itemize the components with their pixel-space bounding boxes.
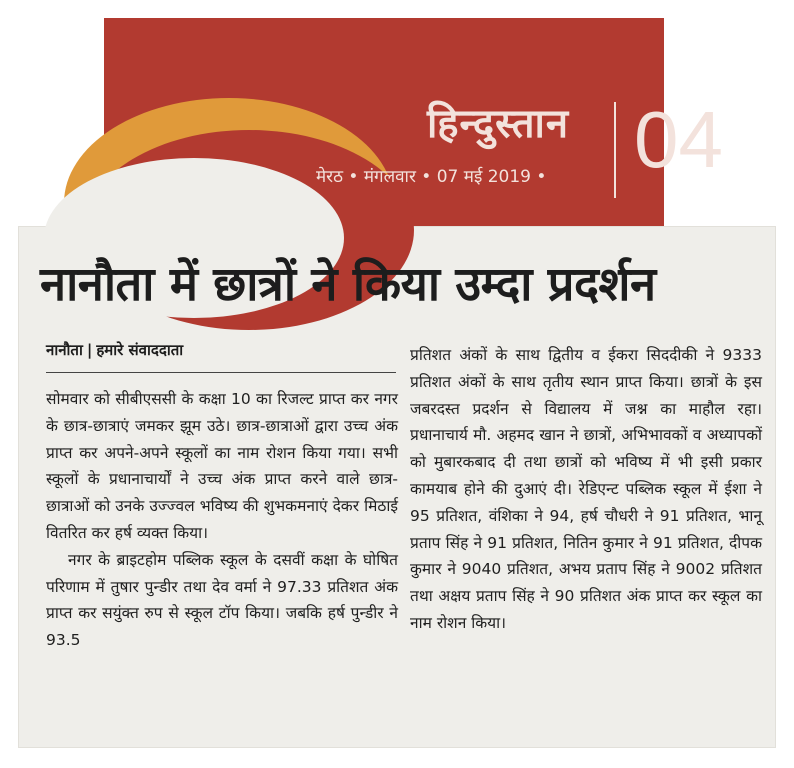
page-number: 04 [634,95,723,184]
byline-rule [46,372,396,373]
byline-separator: | [86,341,93,359]
article-column-1 [46,386,398,654]
article-column-2 [410,342,762,637]
dateline: मेरठ • मंगलवार • 07 मई 2019 • [316,167,547,187]
byline [46,340,183,360]
paragraph: नगर के ब्राइटहोम पब्लिक स्कूल के दसवीं कक्षा के घोषित परिणाम में तुषार पुन्डीर तथा देव वर्मा ने 97.33 प्रतिशत अंक प्राप्त कर सयुंक्त रुप से स्कूल टॉप किया। जबकि हर्ष पुन्डीर ने 93.5 [46,550,398,650]
paragraph: प्रतिशत अंकों के साथ द्वितीय व ईकरा सिददीकी ने 9333 प्रतिशत अंकों के साथ तृतीय स्थान प्राप्त किया। छात्रों के इस जबरदस्त प्रदर्शन से विद्यालय में जश्न का माहौल रहा। प्रधानाचार्य मौ. अहमद खान ने छात्रों, अभिभावकों व अध्यापकों को मुबारकबाद दी तथा छात्रों को भविष्य में भी इसी प्रकार कामयाब होने की दुआएं दी। रेडिएन्ट पब्लिक स्कूल में ईशा ने 95 प्रतिशत, वंशिका ने 94, हर्ष चौधरी ने 91 प्रतिशत, भानू प्रताप सिंह ने 91 प्रतिशत, नितिन कुमार ने 91 प्रतिशत, दीपक कुमार ने 9040 प्रतिशत, अभय प्रताप सिंह ने 9002 प्रतिशत तथा अक्षय प्रताप सिंह ने 90 प्रतिशत अंक प्राप्त कर स्कूल का नाम रोशन किया। [410,346,762,632]
newspaper-brand: हिन्दुस्तान [426,101,570,147]
paragraph: सोमवार को सीबीएससी के कक्षा 10 का रिजल्ट प्राप्त कर नगर के छात्र-छात्राएं जमकर झूम उठे। छात्र-छात्राओं द्वारा उच्च अंक प्राप्त कर अपने-अपने स्कूलों का नाम रोशन किया गया। सभी स्कूलों के प्रधानाचार्यों ने उच्च अंक प्राप्त करने वाले छात्र-छात्राओं को उनके उज्ज्वल भविष्य की शुभकमनाएं देकर मिठाई वितरित कर हर्ष व्यक्त किया। [46,390,398,542]
article-headline: नानौता में छात्रों ने किया उम्दा प्रदर्शन [40,257,656,312]
byline-author: हमारे संवाददाता [96,341,184,359]
byline-place: नानौता [46,341,83,359]
masthead [104,18,723,226]
masthead-divider [614,102,616,198]
